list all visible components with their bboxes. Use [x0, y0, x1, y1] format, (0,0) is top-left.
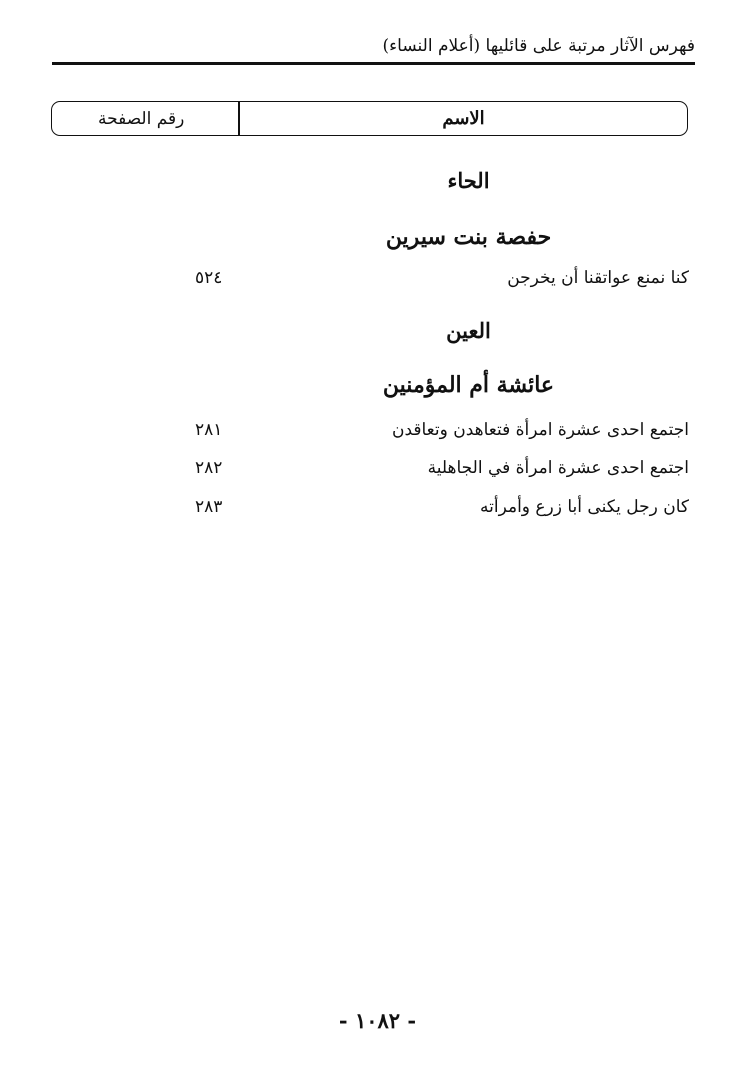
- entry-page-number: ٥٢٤: [195, 268, 223, 288]
- column-divider: [238, 102, 240, 135]
- column-header: [51, 101, 688, 136]
- entry-page-number: ٢٨٣: [195, 497, 223, 517]
- entry-page-number: ٢٨١: [195, 420, 223, 440]
- column-header-name: الاسم: [442, 108, 485, 129]
- person-name-hafsa: حفصة بنت سيرين: [385, 224, 552, 250]
- header-rule: [52, 62, 695, 65]
- section-letter-ayn: العين: [446, 318, 491, 343]
- section-letter-haa: الحاء: [447, 168, 490, 193]
- column-header-page: رقم الصفحة: [98, 108, 185, 129]
- running-header: فهرس الآثار مرتبة على قائليها (أعلام النساء): [382, 36, 695, 56]
- entry-page-number: ٢٨٢: [195, 458, 223, 478]
- person-name-aisha: عائشة أم المؤمنين: [382, 372, 555, 398]
- entry-text: اجتمع احدى عشرة امرأة فتعاهدن وتعاقدن: [391, 420, 689, 440]
- entry-text: كان رجل يكنى أبا زرع وأمرأته: [480, 497, 689, 517]
- footer-page-number: - ١٠٨٢ -: [338, 1008, 417, 1033]
- entry-text: اجتمع احدى عشرة امرأة في الجاهلية: [427, 458, 689, 478]
- entry-text: كنا نمنع عواتقنا أن يخرجن: [507, 268, 689, 288]
